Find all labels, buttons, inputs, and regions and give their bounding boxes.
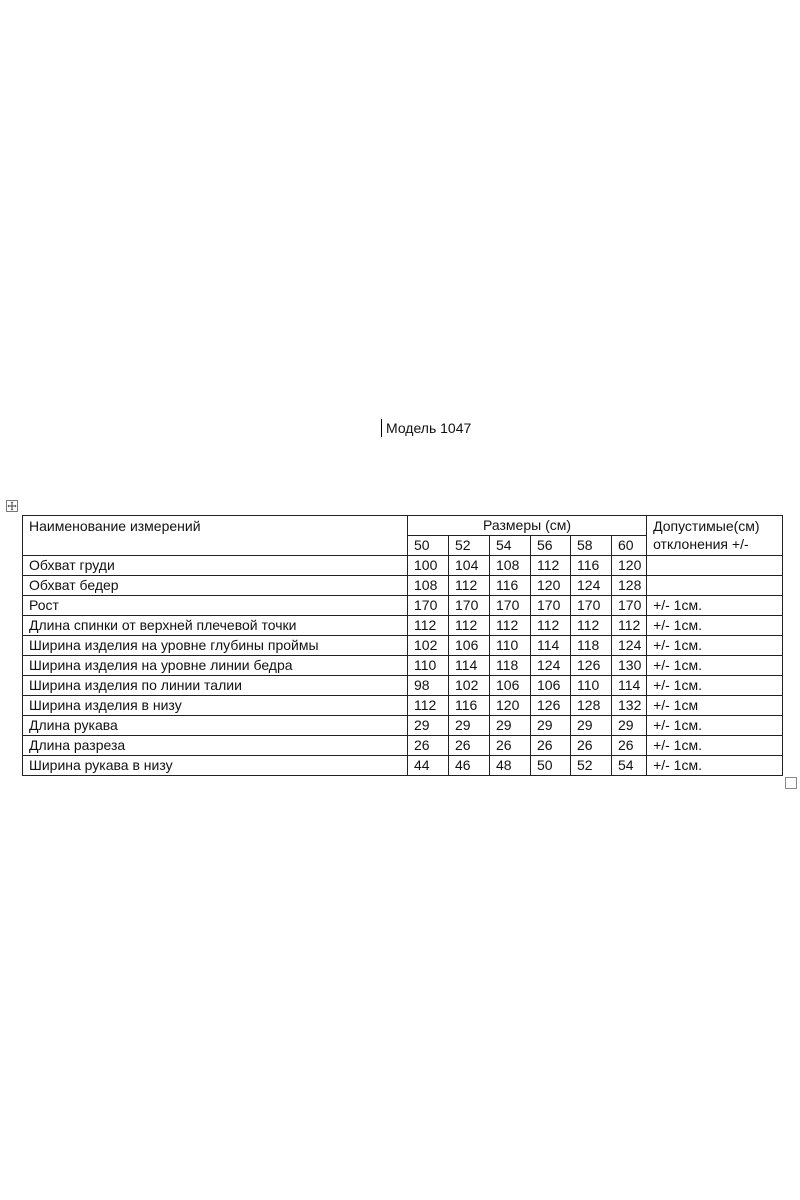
measurement-name-cell[interactable]: Ширина изделия на уровне глубины проймы xyxy=(23,636,408,656)
size-value-cell[interactable]: 29 xyxy=(612,716,647,736)
size-value-cell[interactable]: 26 xyxy=(449,736,490,756)
size-value-cell[interactable]: 126 xyxy=(571,656,612,676)
size-header-cell[interactable]: 52 xyxy=(449,536,490,556)
table-row xyxy=(23,736,783,756)
size-value-cell[interactable]: 124 xyxy=(612,636,647,656)
size-value-cell[interactable]: 170 xyxy=(449,596,490,616)
tolerance-cell[interactable]: +/- 1см. xyxy=(647,756,783,776)
size-value-cell[interactable]: 26 xyxy=(490,736,531,756)
size-value-cell[interactable]: 112 xyxy=(449,616,490,636)
size-value-cell[interactable]: 110 xyxy=(490,636,531,656)
size-value-cell[interactable]: 132 xyxy=(612,696,647,716)
measurement-name-cell[interactable]: Обхват бедер xyxy=(23,576,408,596)
size-value-cell[interactable]: 26 xyxy=(408,736,449,756)
size-value-cell[interactable]: 50 xyxy=(531,756,571,776)
size-value-cell[interactable]: 170 xyxy=(571,596,612,616)
document-title[interactable]: Модель 1047 xyxy=(381,419,471,437)
size-value-cell[interactable]: 114 xyxy=(612,676,647,696)
size-header-cell[interactable]: 54 xyxy=(490,536,531,556)
size-value-cell[interactable]: 52 xyxy=(571,756,612,776)
tolerance-cell[interactable]: +/- 1см. xyxy=(647,636,783,656)
measurements-table[interactable] xyxy=(22,515,783,776)
size-value-cell[interactable]: 112 xyxy=(531,616,571,636)
size-value-cell[interactable]: 114 xyxy=(449,656,490,676)
size-value-cell[interactable]: 26 xyxy=(531,736,571,756)
size-value-cell[interactable]: 102 xyxy=(408,636,449,656)
measurement-name-header[interactable]: Наименование измерений xyxy=(23,516,408,556)
size-value-cell[interactable]: 29 xyxy=(571,716,612,736)
size-value-cell[interactable]: 170 xyxy=(612,596,647,616)
size-value-cell[interactable]: 29 xyxy=(531,716,571,736)
size-value-cell[interactable]: 26 xyxy=(571,736,612,756)
tolerance-cell[interactable] xyxy=(647,556,783,576)
size-header-cell[interactable]: 58 xyxy=(571,536,612,556)
tolerance-cell[interactable]: +/- 1см. xyxy=(647,616,783,636)
measurement-name-cell[interactable]: Ширина изделия по линии талии xyxy=(23,676,408,696)
tolerance-cell[interactable]: +/- 1см. xyxy=(647,596,783,616)
size-value-cell[interactable]: 106 xyxy=(490,676,531,696)
size-value-cell[interactable]: 102 xyxy=(449,676,490,696)
size-value-cell[interactable]: 170 xyxy=(408,596,449,616)
size-value-cell[interactable]: 48 xyxy=(490,756,531,776)
tolerance-cell[interactable]: +/- 1см. xyxy=(647,656,783,676)
size-value-cell[interactable]: 124 xyxy=(531,656,571,676)
table-row xyxy=(23,756,783,776)
size-value-cell[interactable]: 112 xyxy=(531,556,571,576)
table-row xyxy=(23,656,783,676)
size-value-cell[interactable]: 128 xyxy=(612,576,647,596)
size-header-cell[interactable]: 56 xyxy=(531,536,571,556)
tolerance-header-line1: Допустимые(см) xyxy=(653,518,760,534)
size-value-cell[interactable]: 100 xyxy=(408,556,449,576)
size-value-cell[interactable]: 118 xyxy=(571,636,612,656)
size-value-cell[interactable]: 106 xyxy=(449,636,490,656)
tolerance-cell[interactable]: +/- 1см xyxy=(647,696,783,716)
table-row xyxy=(23,696,783,716)
size-value-cell[interactable]: 110 xyxy=(408,656,449,676)
table-move-handle-icon[interactable] xyxy=(6,500,18,512)
size-value-cell[interactable]: 112 xyxy=(449,576,490,596)
size-value-cell[interactable]: 128 xyxy=(571,696,612,716)
measurement-name-cell[interactable]: Ширина изделия в низу xyxy=(23,696,408,716)
size-value-cell[interactable]: 124 xyxy=(571,576,612,596)
table-row xyxy=(23,576,783,596)
size-value-cell[interactable]: 112 xyxy=(408,696,449,716)
size-value-cell[interactable]: 108 xyxy=(490,556,531,576)
size-value-cell[interactable]: 114 xyxy=(531,636,571,656)
size-value-cell[interactable]: 46 xyxy=(449,756,490,776)
size-value-cell[interactable]: 120 xyxy=(612,556,647,576)
size-value-cell[interactable]: 112 xyxy=(612,616,647,636)
size-header-cell[interactable]: 50 xyxy=(408,536,449,556)
size-value-cell[interactable]: 26 xyxy=(612,736,647,756)
measurement-name-cell[interactable]: Обхват груди xyxy=(23,556,408,576)
tolerance-header-line2: отклонения +/- xyxy=(653,536,749,552)
measurement-name-cell[interactable]: Длина рукава xyxy=(23,716,408,736)
size-value-cell[interactable]: 170 xyxy=(531,596,571,616)
table-row xyxy=(23,636,783,656)
size-value-cell[interactable]: 130 xyxy=(612,656,647,676)
measurement-name-cell[interactable]: Длина разреза xyxy=(23,736,408,756)
tolerance-cell[interactable]: +/- 1см. xyxy=(647,716,783,736)
tolerance-header[interactable] xyxy=(647,516,783,556)
size-value-cell[interactable]: 120 xyxy=(490,696,531,716)
table-row xyxy=(23,556,783,576)
size-value-cell[interactable]: 112 xyxy=(408,616,449,636)
size-value-cell[interactable]: 108 xyxy=(408,576,449,596)
size-value-cell[interactable]: 116 xyxy=(449,696,490,716)
size-value-cell[interactable]: 54 xyxy=(612,756,647,776)
sizes-header[interactable]: Размеры (см) xyxy=(408,516,647,536)
measurement-name-cell[interactable]: Рост xyxy=(23,596,408,616)
size-value-cell[interactable]: 110 xyxy=(571,676,612,696)
size-value-cell[interactable]: 116 xyxy=(490,576,531,596)
size-value-cell[interactable]: 170 xyxy=(490,596,531,616)
size-value-cell[interactable]: 112 xyxy=(490,616,531,636)
size-value-cell[interactable]: 104 xyxy=(449,556,490,576)
measurement-name-cell[interactable]: Ширина изделия на уровне линии бедра xyxy=(23,656,408,676)
size-value-cell[interactable]: 29 xyxy=(449,716,490,736)
tolerance-cell[interactable]: +/- 1см. xyxy=(647,676,783,696)
table-row xyxy=(23,716,783,736)
table-row xyxy=(23,616,783,636)
size-value-cell[interactable]: 44 xyxy=(408,756,449,776)
size-value-cell[interactable]: 126 xyxy=(531,696,571,716)
size-header-cell[interactable]: 60 xyxy=(612,536,647,556)
table-row xyxy=(23,676,783,696)
tolerance-cell[interactable] xyxy=(647,576,783,596)
size-value-cell[interactable]: 29 xyxy=(490,716,531,736)
size-value-cell[interactable]: 29 xyxy=(408,716,449,736)
tolerance-cell[interactable]: +/- 1см. xyxy=(647,736,783,756)
table-resize-handle[interactable] xyxy=(785,777,797,789)
size-value-cell[interactable]: 112 xyxy=(571,616,612,636)
table-row xyxy=(23,596,783,616)
size-value-cell[interactable]: 106 xyxy=(531,676,571,696)
size-value-cell[interactable]: 98 xyxy=(408,676,449,696)
size-value-cell[interactable]: 118 xyxy=(490,656,531,676)
table-header-row xyxy=(23,516,783,536)
size-value-cell[interactable]: 116 xyxy=(571,556,612,576)
size-value-cell[interactable]: 120 xyxy=(531,576,571,596)
measurement-name-cell[interactable]: Длина спинки от верхней плечевой точки xyxy=(23,616,408,636)
measurement-name-cell[interactable]: Ширина рукава в низу xyxy=(23,756,408,776)
